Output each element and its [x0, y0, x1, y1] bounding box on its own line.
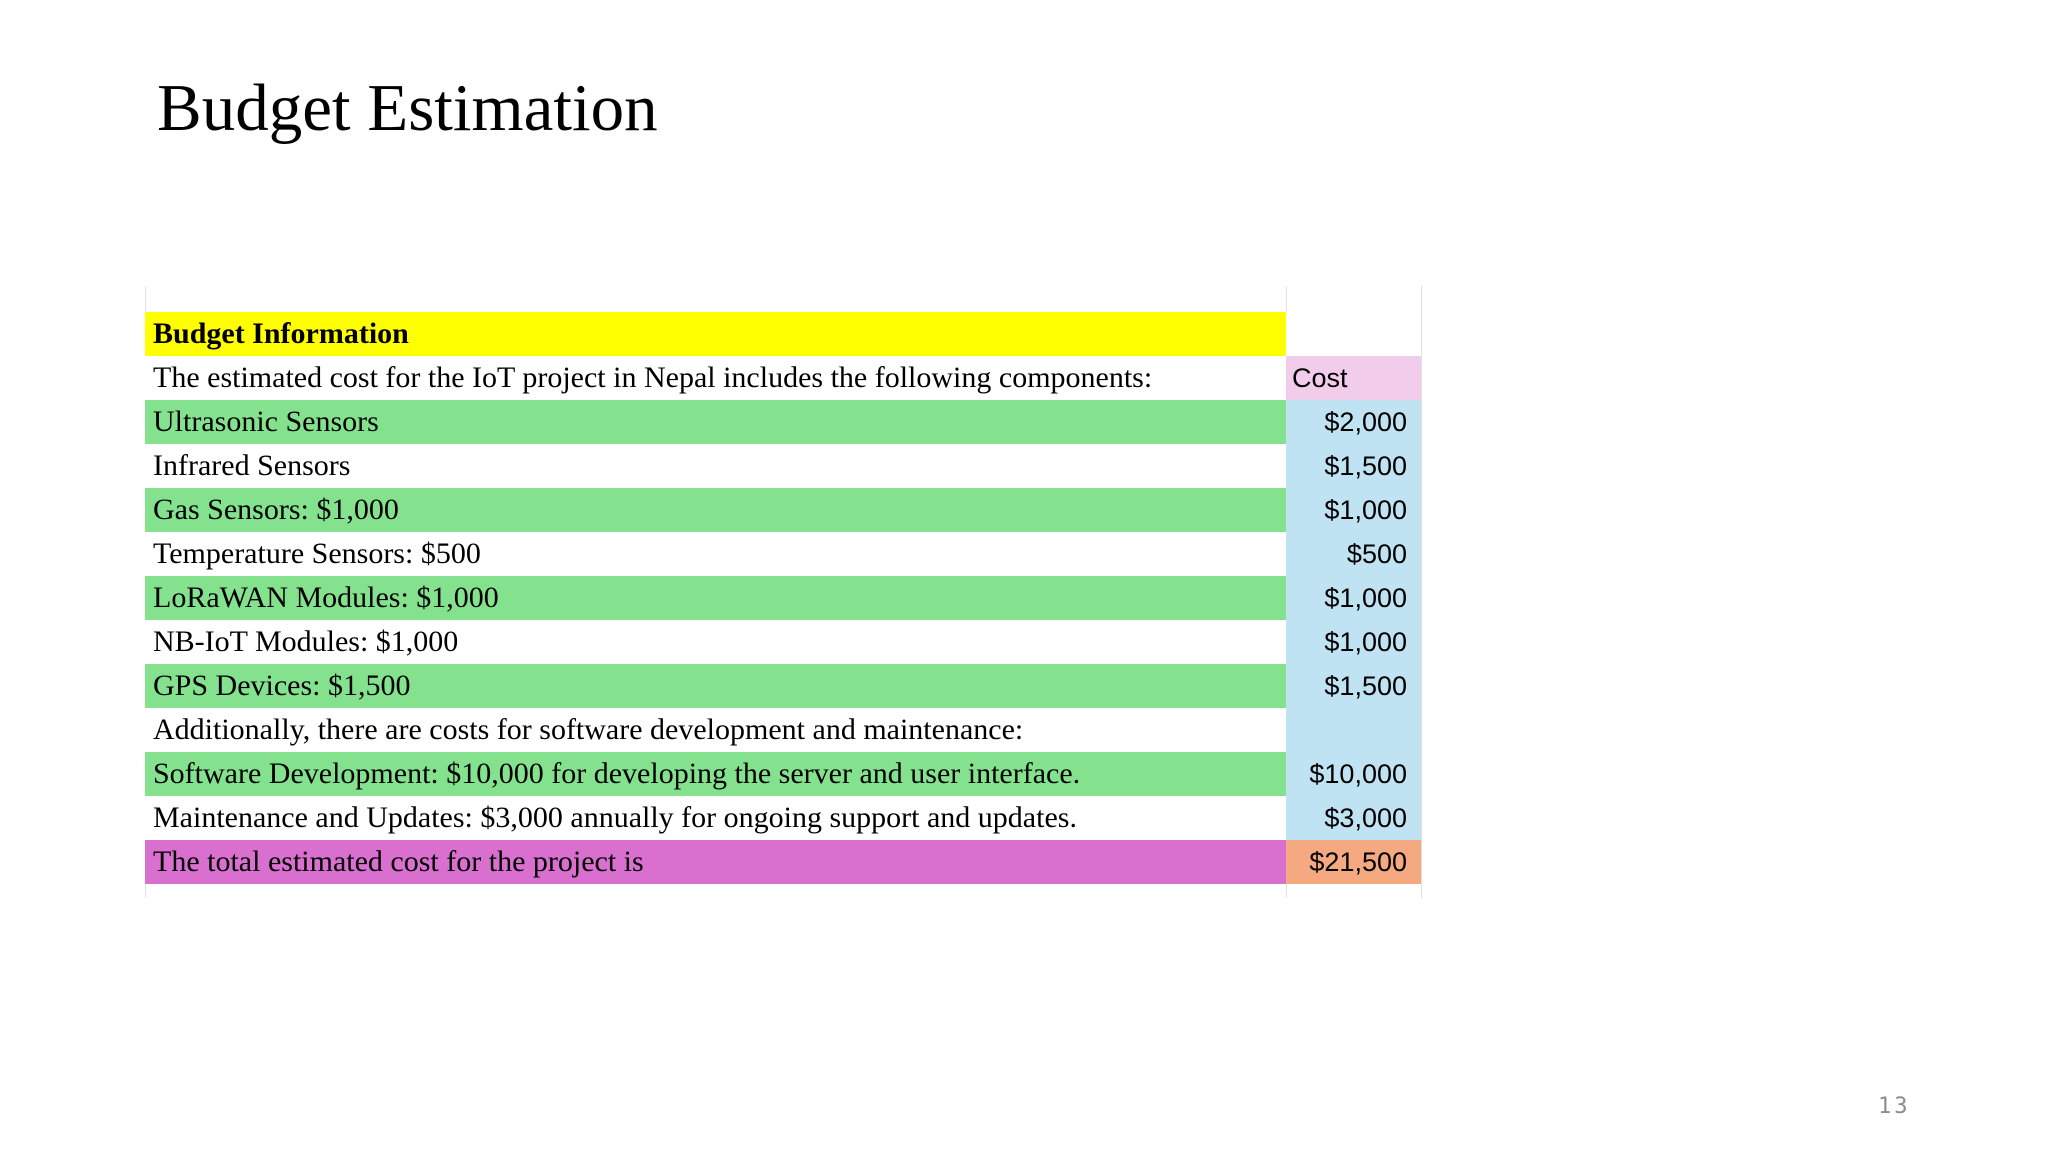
- budget-row: [145, 532, 1421, 576]
- budget-item-cost: [1286, 708, 1421, 752]
- budget-row: [145, 356, 1421, 400]
- budget-row: [145, 400, 1421, 444]
- budget-spreadsheet: [145, 286, 1421, 898]
- budget-row: [145, 312, 1421, 356]
- budget-item-cost: $1,500: [1286, 444, 1421, 488]
- budget-item-cost: [1286, 312, 1421, 356]
- budget-item-label: Gas Sensors: $1,000: [145, 488, 1286, 532]
- budget-row: [145, 488, 1421, 532]
- budget-row: [145, 840, 1421, 884]
- budget-item-label: GPS Devices: $1,500: [145, 664, 1286, 708]
- slide-title: Budget Estimation: [157, 71, 658, 145]
- budget-row: [145, 620, 1421, 664]
- budget-item-cost: $500: [1286, 532, 1421, 576]
- budget-item-label: Temperature Sensors: $500: [145, 532, 1286, 576]
- budget-item-cost: $1,000: [1286, 488, 1421, 532]
- budget-item-cost: $3,000: [1286, 796, 1421, 840]
- budget-item-label: Budget Information: [145, 312, 1286, 356]
- budget-row: [145, 444, 1421, 488]
- budget-row: [145, 576, 1421, 620]
- budget-item-cost: Cost: [1286, 356, 1421, 400]
- budget-item-cost: $21,500: [1286, 840, 1421, 884]
- budget-item-label: Additionally, there are costs for software development and maintenance:: [145, 708, 1286, 752]
- budget-item-cost: $10,000: [1286, 752, 1421, 796]
- budget-item-label: Software Development: $10,000 for developing the server and user interface.: [145, 752, 1286, 796]
- budget-item-label: Ultrasonic Sensors: [145, 400, 1286, 444]
- budget-item-cost: $1,000: [1286, 576, 1421, 620]
- budget-item-label: The estimated cost for the IoT project in Nepal includes the following components:: [145, 356, 1286, 400]
- budget-item-label: Maintenance and Updates: $3,000 annually for ongoing support and updates.: [145, 796, 1286, 840]
- budget-item-label: LoRaWAN Modules: $1,000: [145, 576, 1286, 620]
- budget-item-cost: $1,000: [1286, 620, 1421, 664]
- budget-item-label: The total estimated cost for the project is: [145, 840, 1286, 884]
- budget-item-label: Infrared Sensors: [145, 444, 1286, 488]
- page-number: 13: [1878, 1094, 1911, 1119]
- budget-row: [145, 664, 1421, 708]
- budget-item-label: NB-IoT Modules: $1,000: [145, 620, 1286, 664]
- budget-item-cost: $1,500: [1286, 664, 1421, 708]
- budget-row: [145, 796, 1421, 840]
- budget-row: [145, 752, 1421, 796]
- budget-row: [145, 708, 1421, 752]
- grid-line: [1421, 286, 1422, 898]
- budget-item-cost: $2,000: [1286, 400, 1421, 444]
